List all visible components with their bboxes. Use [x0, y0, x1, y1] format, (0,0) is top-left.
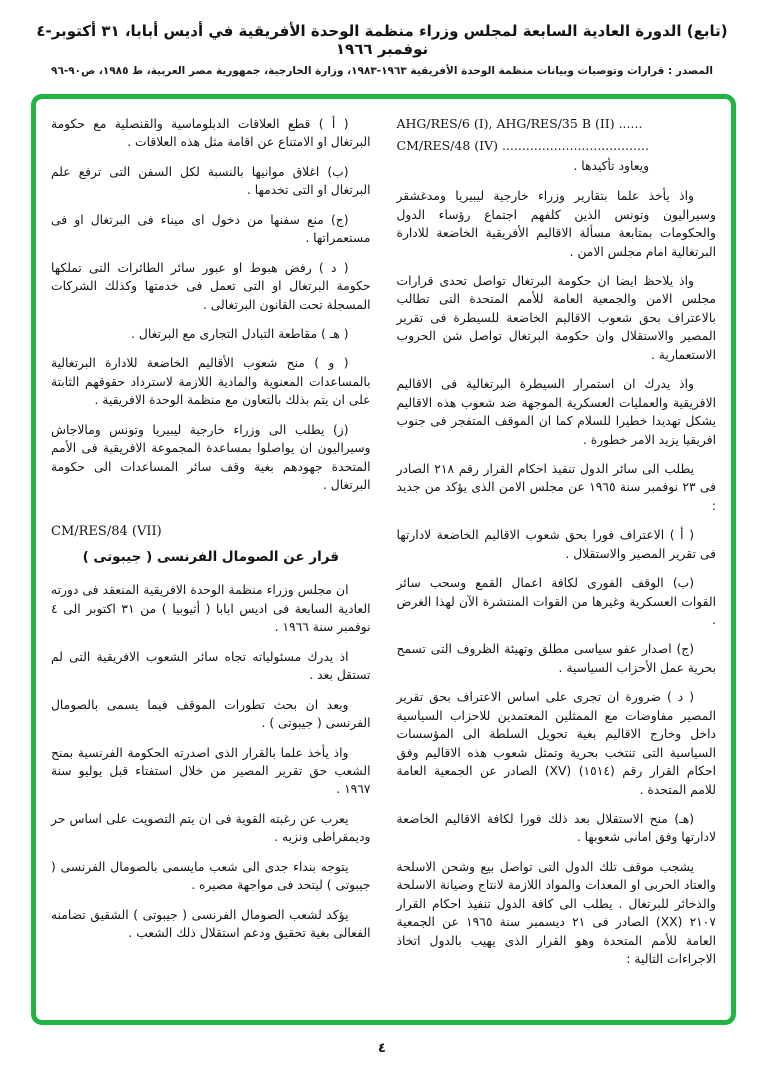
resolution-ref: CM/RES/84 (VII) — [51, 524, 162, 540]
list-item-d: ( د ) ضرورة ان تجرى على اساس الاعتراف بحق تقرير المصير مفاوضات مع الممثلين المعتمدين للاحزاب السياسية داخل وخارج الاقاليم بغية تحويل السلطة الى المؤسسات السياسية التى تنتخب بحرية وتمثل شعوب هذه الاقاليم وفق احكام القرار رقم (١٥١٤) (XV) الصادر عن الجمعية العامة للامم المتحدة . — [396, 690, 716, 797]
page-number: ٤ — [378, 1041, 386, 1056]
list-item-f: ( و ) منح شعوب الأقاليم الخاضعة للادارة البرتغالية بالمساعدات المعنوية والمادية اللازمة لاسترداد حقوقهم الثابتة على ان يتم بذلك بالتعاون مع منظمة الوحدة الافريقية . — [51, 356, 371, 408]
list-item-g: (ز) يطلب الى وزراء خارجية ليبيريا وتونس ومالاجاش وسيراليون ان يواصلوا بمساعدة المجموعة الافريقية فى الأمم المتحدة جهودهم بغية وقف سائر المساعدات الى حكومة البرتغال . — [51, 422, 371, 492]
paragraph: يتوجه بنداء جدى الى شعب مايسمى بالصومال الفرنسى ( جيبوتى ) ليتحد فى مواجهة مصيره . — [51, 859, 371, 893]
paragraph: واذ يدرك ان استمرار السيطرة البرتغالية فى الاقاليم الافريقية والعمليات العسكرية الموجهة ضد شعوب هذه الاقاليم يشكل تهديدا خطيرا للسلام كما ان الموقف المتفجر فى جنوب افريقيا يزيد الامر خطورة . — [396, 377, 716, 447]
page-header — [0, 22, 764, 77]
list-item-b: (ب) الوقف الفورى لكافة اعمال القمع وسحب سائر القوات العسكرية وغيرها من القوات المنتشرة الآن لهذا الغرض . — [396, 576, 716, 627]
left-column — [51, 115, 371, 1010]
paragraph: وبعد ان بحث تطورات الموقف فيما يسمى بالصومال الفرنسى ( جيبوتى ) . — [51, 697, 371, 731]
list-item-a: ( أ ) الاعتراف فورا بحق شعوب الاقاليم الخاضعة لادارتها فى تقرير المصير والاستقلال . — [396, 528, 716, 561]
list-item-c: (ج) اصدار عفو سياسى مطلق وتهيئة الظروف التى تسمح بحرية عمل الأحزاب السياسية . — [396, 642, 716, 675]
paragraph: يشجب موقف تلك الدول التى تواصل بيع وشحن الاسلحة والعتاد الحربى او المعدات والمواد اللازمة لانتاج وصيانة الاسلحة والذخائر للبرتغال . يطلب الى كافة الدول تنفيذ احكام القرار ٢١٠٧ (XX) الصادر فى ٢١ ديسمبر سنة ١٩٦٥ عن الجمعية العامة للأمم المتحدة وهو القرار الذى يهيب بالدول اتخاذ الاجراءات التالية : — [396, 859, 716, 966]
green-border-frame — [31, 94, 736, 1025]
resolution-title: قرار عن الصومال الفرنسى ( جيبوتى ) — [82, 549, 339, 566]
list-item-c: (ج) منع سفنها من دخول اى ميناء فى البرتغال او فى مستعمراتها . — [51, 212, 371, 246]
list-item-e: (هـ) منح الاستقلال بعد ذلك فورا لكافة الاقاليم الخاضعة لادارتها وفق امانى شعوبها . — [396, 811, 716, 845]
list-item-d: ( د ) رفض هبوط او عبور سائر الطائرات التى تملكها حكومة البرتغال او التى تعمل فى خدمتها وكذلك الشركات المسجلة تحت القانون البرتغالى . — [51, 260, 371, 312]
header-source-line: المصدر : قرارات وتوصيات وبيانات منظمة الوحدة الأفريقية ١٩٦٣-١٩٨٣، وزارة الخارجية، جمهورية مصر العربية، ط ١٩٨٥، ص٩٠-٩٦ — [51, 65, 713, 77]
paragraph: يطلب الى سائر الدول تنفيذ احكام القرار رقم ٢١٨ الصادر فى ٢٣ نوفمبر سنة ١٩٦٥ عن مجلس الامن الذى يؤكد من جديد : — [396, 461, 716, 513]
paragraph: واذ يلاحظ ايضا ان حكومة البرتغال تواصل تحدى قرارات مجلس الامن والجمعية العامة للأمم المتحدة التى تطالب بالاعتراف بحق شعوب الاقاليم الخاضعة للسيطرة فى تقرير المصير والاستقلال وان حكومة البرتغال تواصل شن الحروب الاستعمارية . — [396, 274, 716, 362]
paragraph: اذ يدرك مسئولياته تجاه سائر الشعوب الافريقية التى لم تستقل بعد . — [51, 649, 371, 683]
reaffirm-line: ويعاود تأكيدها . — [573, 159, 650, 174]
list-item-e: ( هـ ) مقاطعة التبادل التجارى مع البرتغال . — [131, 326, 349, 341]
list-item-b: (ب) اغلاق موانيها بالنسبة لكل السفن التى ترفع علم البرتغال او التى تخدمها . — [51, 164, 371, 198]
paragraph: واذ يأخذ علما بتقارير وزراء خارجية ليبيريا ومدغشقر وسيراليون وتونس الذين كلفهم اجتماع رؤساء الدول والحكومات بمتابعة مسألة الاقاليم الأفريقية الخاضعة للادارة البرتغالية امام مجلس الامن . — [396, 189, 716, 259]
list-item-a: ( أ ) قطع العلاقات الدبلوماسية والقنصلية مع حكومة البرتغال او الامتناع عن اقامة مثل هذه العلاقات . — [51, 117, 371, 150]
paragraph: ان مجلس وزراء منظمة الوحدة الافريقية المنعقد فى دورته العادية السابعة فى اديس ابابا ( أثيوبيا ) من ٣١ اكتوبر الى ٤ نوفمبر سنة ١٩٦٦ . — [51, 583, 371, 635]
resolution-refs-line-1: AHG/RES/6 (I), AHG/RES/35 B (II) ...... — [396, 116, 643, 131]
paragraph: واذ يأخذ علما بالقرار الذى اصدرته الحكومة الفرنسية بمنح الشعب حق تقرير المصير من خلال استفتاء قبل يوليو سنة ١٩٦٧ . — [51, 745, 371, 797]
two-column-content — [36, 99, 731, 1020]
right-column — [397, 115, 717, 1010]
paragraph: يعرب عن رغبته القوية فى ان يتم التصويت على اساس حر وديمقراطى ونزيه . — [51, 811, 371, 845]
header-title: (تابع) الدورة العادية السابعة لمجلس وزراء منظمة الوحدة الأفريقية في أديس أبابا، ٣١ أكتوبر-٤ نوفمبر ١٩٦٦ — [36, 22, 728, 58]
paragraph: يؤكد لشعب الصومال الفرنسى ( جيبوتى ) الشقيق تضامنه الفعالى بغية تحقيق ودعم استقلال ذلك الشعب . — [51, 907, 371, 940]
resolution-refs-line-2: CM/RES/48 (IV) ..................................... — [396, 138, 649, 154]
